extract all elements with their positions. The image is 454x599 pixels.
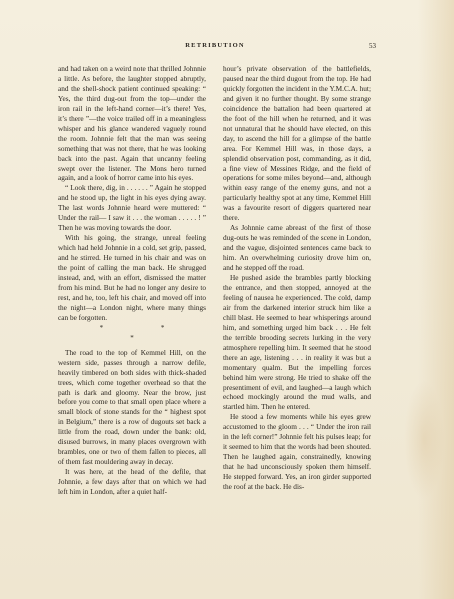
paragraph: “ Look there, dig, in . . . . . . ” Again he stopped and he stood up, the light in his eyes dying away. The last words Johnnie heard were muttered: “ Under the rail— I saw it . . . the woman . . . . . ! ” Then he was moving towards the door. [58,183,206,233]
paper-stain-spot [404,380,444,500]
right-column [223,64,371,492]
paragraph: As Johnnie came abreast of the first of those dug-outs he was reminded of the scene in London, and the vague, disjointed sentences came back to him. An overwhelming curiosity drove him on, and he stepped off the road. [223,223,371,273]
section-separator: * * * [99,323,193,342]
paragraph: He pushed aside the brambles partly blocking the entrance, and then stopped, annoyed at the feeling of nausea he experienced. The cold, damp air from the darkened interior struck him like a chill blast. He seemed to hear whisperings around him, and something urged him back . . . He felt the terrible brooding secrets lurking in the very atmosphere repelling him. It seemed that he stood there an age, listening . . . in reality it was but a momentary qualm. But the impelling forces behind him were strong. He tried to shake off the presentiment of evil, and laughed—a laugh which echoed mockingly around the mud walls, and startled him. Then he entered. [223,273,371,412]
paper-stain [418,0,454,599]
paragraph: and had taken on a weird note that thrilled Johnnie a little. As before, the laughter stopped abruptly, and the shell-shock patient continued speaking: “ Yes, the third dug-out from the top—under the iron rail in the left-hand corner—it’s there! Yes, it’s there ”—the voice trailed off in a meaningless whisper and his glance wandered vaguely round the room. Johnnie felt that the man was seeing something that was not there, that he was looking back into the past. Again that uncanny feeling swept over the listener. The Mons hero turned again, and a look of horror came into his eyes. [58,64,206,183]
paragraph: With his going, the strange, unreal feeling which had held Johnnie in a cold, set grip, passed, and he stirred. He turned in his chair and was on the point of calling the man back. He shrugged instead, and, with an effort, dismissed the matter from his mind. But he had no longer any desire to rest, and he, too, left his chair, and moved off into the night—a London night, where many things can be forgotten. [58,233,206,322]
running-title: RETRIBUTION [185,42,245,49]
paragraph: The road to the top of Kemmel Hill, on the western side, passes through a narrow defile, heavily timbered on both sides with thick-shaded trees, which come together overhead so that the path is dark and gloomy. Near the brow, just before you come to that small open place where a small block of stone stands for the “ highest spot in Belgium,” there is a row of dugouts set back a little from the road, down under the bank: old, disused burrows, in many places overgrown with brambles, one or two of them fallen to pieces, all of them fast mouldering away in decay. [58,347,206,467]
paragraph: It was here, at the head of the defile, that Johnnie, a few days after that on which we had left him in London, after a quiet half- [58,467,206,497]
paragraph: He stood a few moments while his eyes grew accustomed to the gloom . . . “ Under the iron rail in the left corner!” Johnnie felt his pulses leap; for it seemed to him that the words had been shouted. Then he laughed again, constrainedly, knowing that he had unconsciously spoken them himself. He stepped forward. Yes, an iron girder supported the roof at the back. He dis- [223,412,371,492]
paragraph: hour’s private observation of the battlefields, paused near the third dugout from the top. He had quickly forgotten the incident in the Y.M.C.A. hut; and given it no further thought. By some strange coincidence the battalion had been quartered at the foot of the hill when he returned, and it was not unnatural that he should have elected, on this day, to ascend the hill for a glimpse of the battle area. For Kemmel Hill was, in those days, a splendid observation post, commanding, as it did, a fine view of Messines Ridge, and the field of operations for some miles beyond—and, although within easy range of the enemy guns, and not a particularly healthy spot at any time, Kemmel Hill was a favourite resort of diggers quartered near there. [223,64,371,223]
left-column [58,64,206,497]
page-number: 53 [369,42,376,50]
